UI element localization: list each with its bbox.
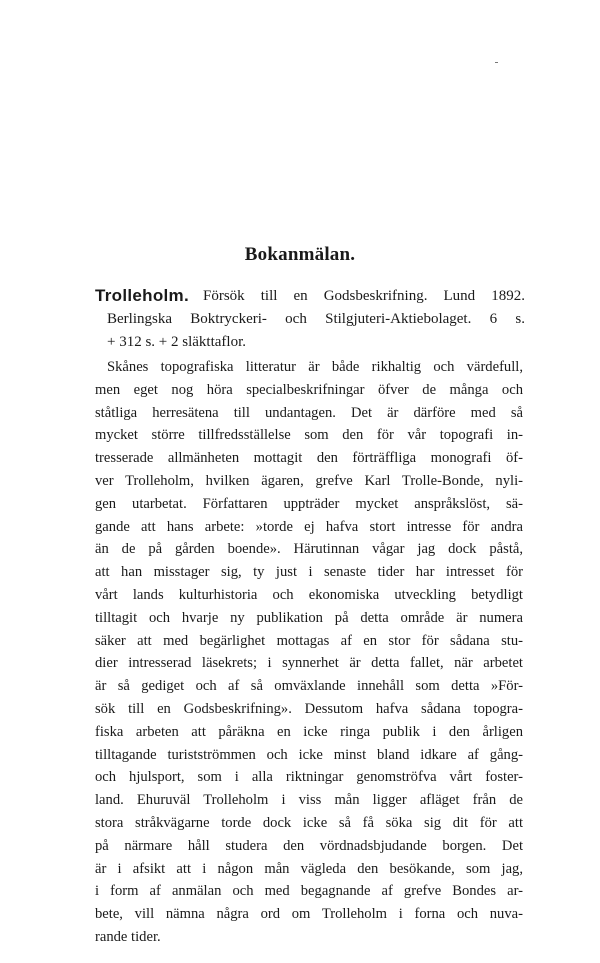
body-line: gen utarbetat. Författaren uppträder mycket anspråkslöst, sä- — [95, 495, 523, 512]
entry-subtitle: Försök till en Godsbeskrifning. Lund 1892. — [202, 288, 525, 304]
body-line: dier intresserad läsekrets; i synnerhet är detta fallet, när arbetet — [95, 655, 523, 672]
body-line: Skånes topografiska litteratur är både rikhaltig och värdefull, — [107, 359, 523, 375]
body-line: är så gediget och af så omväxlande innehåll som detta »För- — [95, 678, 523, 695]
body-line: mycket större tillfredsställelse som den för vår topografi in- — [95, 427, 523, 444]
body-line: på närmare håll studera den vördnadsbjudande borgen. Det — [95, 837, 523, 854]
body-line: rande tider. — [95, 928, 161, 945]
body-line: stora stråkvägarne torde dock icke så få söka sig dit för att — [95, 814, 523, 831]
body-line: fiska arbeten att påräkna en icke ringa publik i den årligen — [95, 723, 523, 740]
body-line: vårt lands kulturhistoria och ekonomiska utveckling betydligt — [95, 586, 523, 603]
page-title: Bokanmälan. — [244, 244, 356, 265]
body-line: i form af anmälan och med begagnande af grefve Bondes ar- — [95, 883, 523, 900]
body-line: ver Trolleholm, hvilken ägaren, grefve Karl Trolle-Bonde, nyli- — [95, 472, 523, 489]
body-line: land. Ehuruväl Trolleholm i viss mån ligger afläget från de — [95, 792, 523, 809]
body-line: ståtliga herresätena till undantagen. Det är därföre med så — [95, 404, 523, 421]
entry-publisher: Berlingska Boktryckeri- och Stilgjuteri-Aktiebolaget. 6 s. — [107, 311, 525, 327]
body-line: säker att med begärlighet mottagas af en stor för sådana stu- — [95, 632, 523, 649]
review-body — [95, 356, 523, 949]
body-line: tilltagit och hvarje ny publikation på detta område är numera — [95, 609, 523, 626]
body-line: sök till en Godsbeskrifning». Dessutom hafva sådana topogra- — [95, 700, 523, 717]
body-line: bete, vill nämna några ord om Trolleholm i forna och nuva- — [95, 906, 523, 923]
body-line: men eget nog höra specialbeskrifningar öfver de många och — [95, 381, 523, 398]
entry-place-name: Trolleholm. — [95, 286, 189, 305]
body-line: gande att hans arbete: »torde ej hafva stort intresse för andra — [95, 518, 523, 535]
body-line: och hjulsport, som i alla riktningar genomströfva vårt foster- — [95, 769, 523, 786]
entry-line-1 — [95, 287, 525, 305]
body-line: är i afsikt att i någon mån vägleda den besökande, som jag, — [95, 860, 523, 877]
body-line: tilltagande turistströmmen och icke minst bland idkare af gång- — [95, 746, 523, 763]
body-line: att han misstager sig, ty just i senaste tider har intresset för — [95, 564, 523, 581]
entry-pages: + 312 s. + 2 släkttaflor. — [107, 334, 246, 350]
body-line: tresserade allmänheten mottagit den förträffliga monografi öf- — [95, 450, 523, 467]
body-line: än de på gården boende». Härutinnan vågar jag dock påstå, — [95, 541, 523, 558]
stray-mark — [495, 62, 498, 63]
